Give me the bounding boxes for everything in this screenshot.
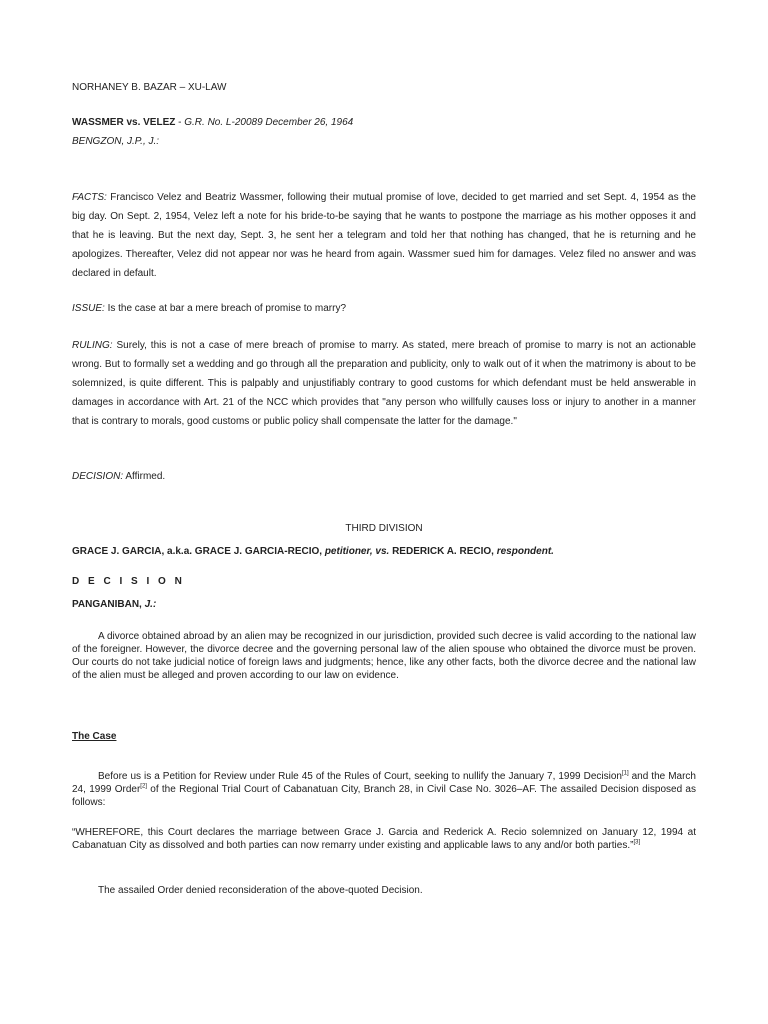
- party-petitioner: GRACE J. GARCIA, a.k.a. GRACE J. GARCIA-RECIO,: [72, 546, 323, 557]
- intro-part-b: and the March 24, 1999 Order: [72, 771, 696, 795]
- case2-ponente: [72, 595, 696, 614]
- division-heading: THIRD DIVISION: [345, 523, 423, 534]
- intro-part-a: Before us is a Petition for Review under Rule 45 of the Rules of Court, seeking to nullify the January 7, 1999 Decision: [98, 771, 622, 782]
- author-header: NORHANEY B. BAZAR – XU-LAW: [72, 82, 227, 93]
- case1-facts: [72, 188, 696, 283]
- footnote-2[interactable]: [2]: [140, 783, 147, 790]
- issue-text: Is the case at bar a mere breach of promise to marry?: [104, 303, 347, 314]
- case1-ponente: BENGZON, J.P., J.:: [72, 136, 160, 147]
- case2-intro: [72, 770, 696, 809]
- intro-part-c: of the Regional Trial Court of Cabanatuan City, Branch 28, in Civil Case No. 3026–AF. The assailed Decision disposed as follows:: [72, 784, 696, 808]
- facts-text: Francisco Velez and Beatriz Wassmer, following their mutual promise of love, decided to get married and set Sept. 4, 1954 as the big day. On Sept. 2, 1954, Velez left a note for his bride-to-be saying that he wants to postpone the marriage as his mother opposes it and that he is leaving. But the next day, Sept. 3, he sent her a telegram and told her that nothing has changed, that he is returning and he apologizes. Thereafter, Velez did not appear nor was he heard from again. Wassmer sued him for damages. Velez filed no answer and was declared in default.: [72, 192, 696, 279]
- facts-label: FACTS:: [72, 192, 107, 203]
- case1-title: WASSMER vs. VELEZ: [72, 117, 176, 128]
- case1-citation: G.R. No. L-20089 December 26, 1964: [184, 117, 354, 128]
- case2-syllabus: A divorce obtained abroad by an alien may be recognized in our jurisdiction, provided such decree is valid according to the national law of the foreigner. However, the divorce decree and the governing personal law of the alien spouse who obtained the divorce must be proven. Our courts do not take judicial notice of foreign laws and judgments; hence, like any other facts, both the divorce decree and the national law of the alien must be alleged and proven according to our law on evidence.: [72, 631, 696, 681]
- case1-decision: [72, 467, 696, 486]
- case1-issue: [72, 299, 696, 318]
- role-petitioner: petitioner,: [322, 546, 373, 557]
- footnote-3[interactable]: [3]: [633, 839, 641, 846]
- case1-heading: [72, 113, 696, 132]
- the-case-label: The Case: [72, 731, 117, 742]
- role-respondent: respondent.: [493, 546, 554, 557]
- ponente-suffix: J.:: [141, 599, 157, 610]
- ruling-label: RULING:: [72, 340, 113, 351]
- ruling-text: Surely, this is not a case of mere breach of promise to marry. As stated, mere breach of promise to marry is not an actionable wrong. But to formally set a wedding and go through all the preparation and publicity, only to walk out of it when the matrimony is about to be solemnized, is quite different. This is palpably and unjustifiably contrary to good customs for which defendant must be held answerable in damages in accordance with Art. 21 of the NCC which provides that "any person who willfully causes loss or injury to another in a manner that is contrary to morals, good customs or public policy shall compensate the latter for the damage.": [72, 340, 696, 427]
- the-case-heading: [72, 727, 696, 746]
- ponente-name: PANGANIBAN,: [72, 599, 142, 610]
- versus: vs.: [372, 546, 390, 557]
- quote-text: “WHEREFORE, this Court declares the marriage between Grace J. Garcia and Rederick A. Recio solemnized on January 12, 1994 at Cabanatuan City as dissolved and both parties can now remarry under existing and applicable laws to any and/or both parties.”: [72, 827, 696, 851]
- closing-paragraph: The assailed Order denied reconsideration of the above-quoted Decision.: [98, 885, 423, 896]
- decision-heading: D E C I S I O N: [72, 576, 185, 587]
- decision-label: DECISION:: [72, 471, 124, 482]
- quoted-dispositive: [72, 826, 696, 852]
- footnote-1[interactable]: [1]: [621, 770, 629, 777]
- party-respondent: REDERICK A. RECIO,: [389, 546, 494, 557]
- issue-label: ISSUE:: [72, 303, 105, 314]
- case2-parties: [72, 542, 696, 561]
- case1-ruling: [72, 336, 696, 431]
- case1-separator: -: [175, 117, 185, 128]
- decision-text: Affirmed.: [123, 471, 166, 482]
